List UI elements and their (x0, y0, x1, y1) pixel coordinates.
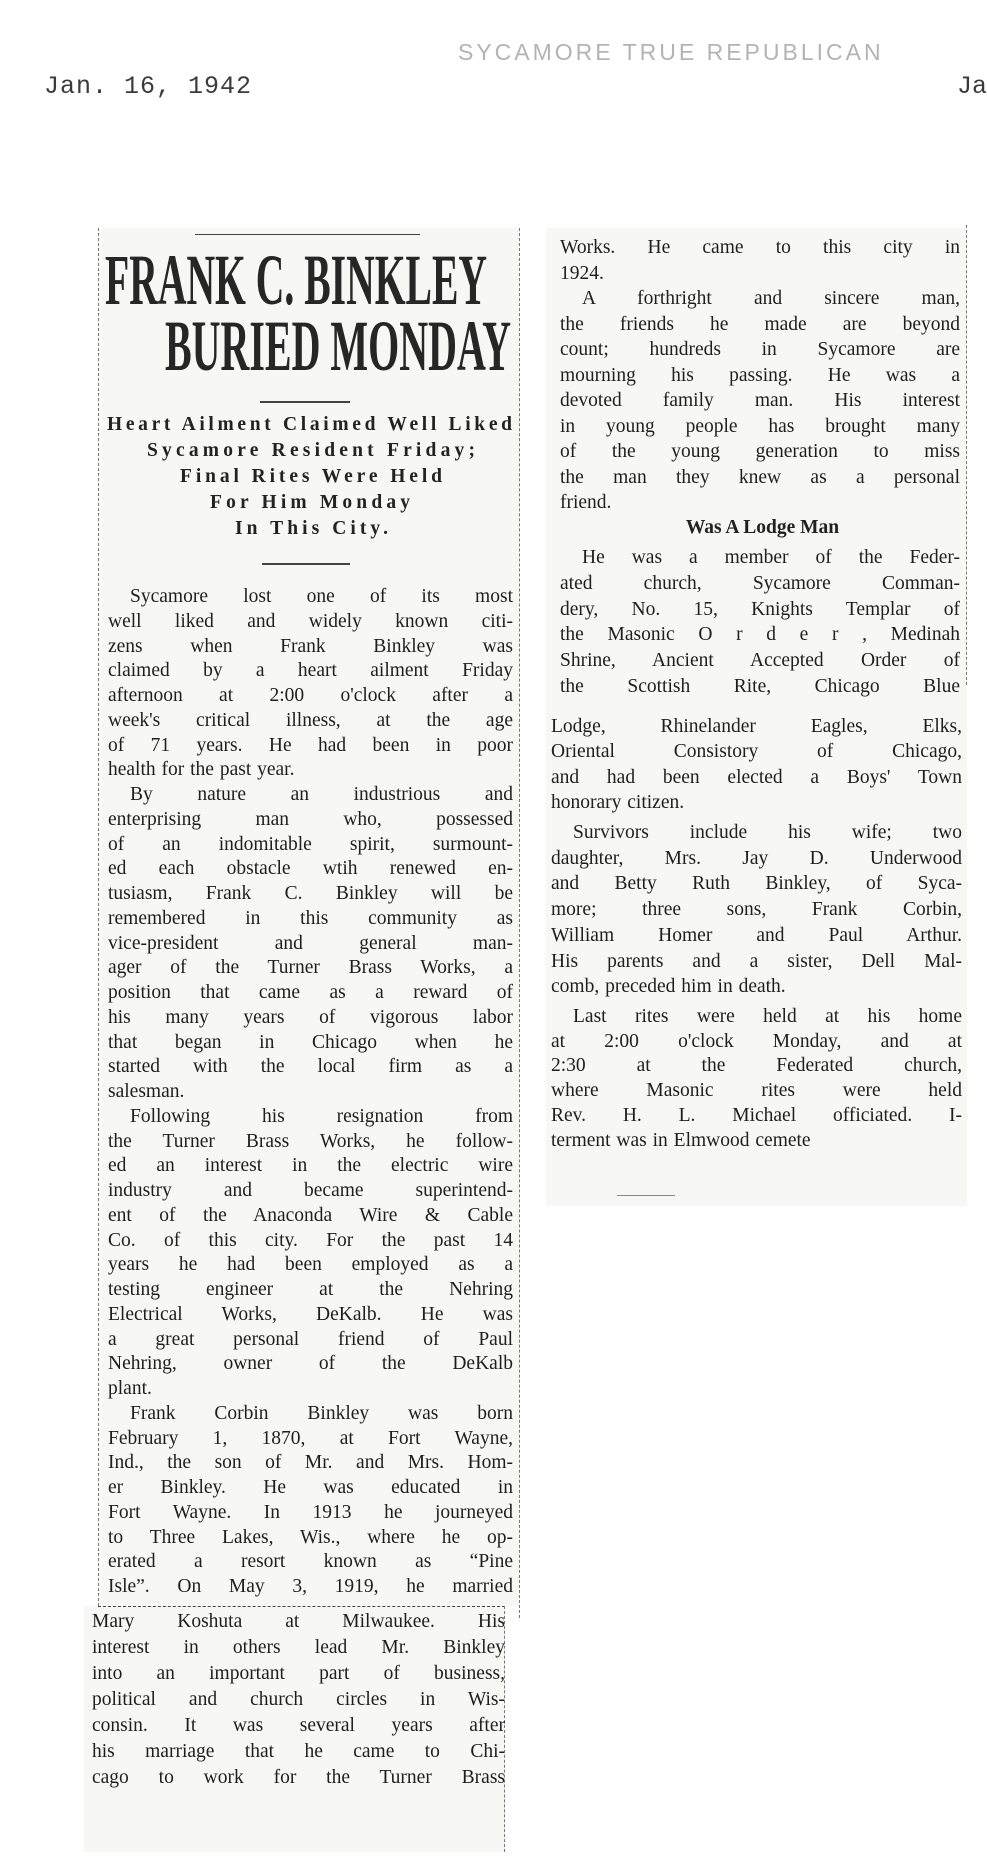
article-text-line: health for the past year. (108, 759, 295, 780)
headline-line-2 (163, 314, 515, 376)
article-text-line: daughter, Mrs. Jay D. Underwood (551, 848, 962, 869)
article-text-line: ager of the Turner Brass Works, a (108, 957, 513, 978)
article-text-line: Last rites were held at his home (573, 1006, 962, 1027)
article-text-line: his marriage that he came to Chi- (92, 1741, 505, 1762)
article-text-line: William Homer and Paul Arthur. (551, 925, 962, 946)
article-text-line: February 1, 1870, at Fort Wayne, (108, 1428, 513, 1449)
column-border (98, 228, 99, 1606)
article-text-line: Ind., the son of Mr. and Mrs. Hom- (108, 1452, 513, 1473)
date-stamp-fragment: Ja (957, 72, 987, 101)
article-text-line: in young people has brought many (560, 416, 960, 437)
article-text-line: Shrine, Ancient Accepted Order of (560, 650, 960, 671)
subheadline-line-text: In This City. (235, 518, 388, 539)
article-text-line: Following his resignation from (130, 1106, 513, 1127)
article-text-line: position that came as a reward of (108, 982, 513, 1003)
article-text-line: 1924. (560, 263, 604, 284)
article-text-line: at 2:00 o'clock Monday, and at (551, 1031, 962, 1052)
headline-line-2-text: BURIED MONDAY (165, 314, 511, 376)
subheadline-line-text: For Him Monday (210, 492, 410, 513)
article-text-line: interest in others lead Mr. Binkley (92, 1637, 505, 1658)
article-text-line: devoted family man. His interest (560, 390, 960, 411)
article-text-line: honorary citizen. (551, 792, 685, 813)
article-text-line: the Scottish Rite, Chicago Blue (560, 676, 960, 697)
article-text-line: count; hundreds in Sycamore are (560, 339, 960, 360)
article-text-line: Survivors include his wife; two (573, 822, 962, 843)
article-text-line: well liked and widely known citi- (108, 611, 513, 632)
article-text-line: his many years of vigorous labor (108, 1007, 513, 1028)
article-text-line: Mary Koshuta at Milwaukee. His (92, 1611, 505, 1632)
article-text-line: 2:30 at the Federated church, (551, 1055, 962, 1076)
subheadline-line (105, 412, 515, 436)
article-text-line: and had been elected a Boys' Town (551, 767, 962, 788)
article-text-line: er Binkley. He was educated in (108, 1477, 513, 1498)
article-text-line: dery, No. 15, Knights Templar of (560, 599, 960, 620)
article-text-line: the friends he made are beyond (560, 314, 960, 335)
article-text-line: that began in Chicago when he (108, 1032, 513, 1053)
article-text-line: of 71 years. He had been in poor (108, 735, 513, 756)
column-border (519, 228, 520, 1618)
article-text-line: plant. (108, 1378, 152, 1399)
article-text-line: By nature an industrious and (130, 784, 513, 805)
end-rule (617, 1195, 675, 1196)
article-text-line: Works. He came to this city in (560, 237, 960, 258)
article-text-line: ent of the Anaconda Wire & Cable (108, 1205, 513, 1226)
article-text-line: Lodge, Rhinelander Eagles, Elks, (551, 716, 962, 737)
article-text-line: His parents and a sister, Dell Mal- (551, 951, 962, 972)
article-text-line: ed an interest in the electric wire (108, 1155, 513, 1176)
article-text-line: Isle”. On May 3, 1919, he married (108, 1576, 513, 1597)
column-border (966, 225, 967, 685)
article-text-line: Sycamore lost one of its most (130, 586, 513, 607)
article-text-line: friend. (560, 492, 612, 513)
article-text-line: cago to work for the Turner Brass (92, 1767, 505, 1788)
article-text-line: salesman. (108, 1081, 185, 1102)
article-text-line: zens when Frank Binkley was (108, 636, 513, 657)
article-text-line: Oriental Consistory of Chicago, (551, 741, 962, 762)
article-text-line: where Masonic rites were held (551, 1080, 962, 1101)
article-text-line: the man they knew as a personal (560, 467, 960, 488)
article-text-line: testing engineer at the Nehring (108, 1279, 513, 1300)
article-text-line: more; three sons, Frank Corbin, (551, 899, 962, 920)
date-stamp: Jan. 16, 1942 (44, 72, 253, 101)
subheadline-line-text: Sycamore Resident Friday; (147, 440, 475, 461)
article-text-line: the Turner Brass Works, he follow- (108, 1131, 513, 1152)
article-text-line: of an indomitable spirit, surmount- (108, 834, 513, 855)
article-text-line: ated church, Sycamore Comman- (560, 573, 960, 594)
article-text-line: vice-president and general man- (108, 933, 513, 954)
article-text-line: a great personal friend of Paul (108, 1329, 513, 1350)
article-text-line: the Masonic O r d e r , Medinah (560, 624, 960, 645)
article-text-line: claimed by a heart ailment Friday (108, 660, 513, 681)
article-text-line: comb, preceded him in death. (551, 976, 786, 997)
article-text-line: of the young generation to miss (560, 441, 960, 462)
article-text-line: enterprising man who, possessed (108, 809, 513, 830)
article-text-line: mourning his passing. He was a (560, 365, 960, 386)
article-text-line: erated a resort known as “Pine (108, 1551, 513, 1572)
article-text-line: A forthright and sincere man, (582, 288, 960, 309)
article-text-line: Rev. H. L. Michael officiated. I- (551, 1105, 962, 1126)
article-text-line: week's critical illness, at the age (108, 710, 513, 731)
article-text-line: years he had been employed as a (108, 1254, 513, 1275)
article-text-line: remembered in this community as (108, 908, 513, 929)
article-text-line: started with the local firm as a (108, 1056, 513, 1077)
article-text-line: Electrical Works, DeKalb. He was (108, 1304, 513, 1325)
subheadline-line (233, 516, 392, 540)
article-text-line: Frank Corbin Binkley was born (130, 1403, 513, 1424)
article-text-line: industry and became superintend- (108, 1180, 513, 1201)
article-text-line: ed each obstacle wtih renewed en- (108, 858, 513, 879)
subheadline-line (178, 464, 446, 488)
article-text-line: afternoon at 2:00 o'clock after a (108, 685, 513, 706)
article-text-line: Fort Wayne. In 1913 he journeyed (108, 1502, 513, 1523)
publication-stamp: SYCAMORE TRUE REPUBLICAN (458, 39, 884, 65)
headline-top-rule (195, 234, 420, 235)
article-text-line: tusiasm, Frank C. Binkley will be (108, 883, 513, 904)
article-text-line: and Betty Ruth Binkley, of Syca- (551, 873, 962, 894)
article-text-line: consin. It was several years after (92, 1715, 505, 1736)
article-text-line: terment was in Elmwood cemete (551, 1130, 811, 1151)
headline-line-1 (103, 248, 491, 310)
article-text-line: Co. of this city. For the past 14 (108, 1230, 513, 1251)
article-text-line: Nehring, owner of the DeKalb (108, 1353, 513, 1374)
headline-line-1-text: FRANK C. BINKLEY (105, 248, 488, 310)
column-rule (98, 1606, 505, 1607)
subhead-rule (262, 563, 350, 565)
article-text-line: to Three Lakes, Wis., where he op- (108, 1527, 513, 1548)
subheadline-line (145, 438, 479, 462)
article-text-line: into an important part of business, (92, 1663, 505, 1684)
article-text-line: He was a member of the Feder- (582, 547, 960, 568)
article-text-line: political and church circles in Wis- (92, 1689, 505, 1710)
headline-rule (260, 401, 350, 403)
subheadline-line-text: Heart Ailment Claimed Well Liked (107, 414, 513, 435)
subheadline-line (208, 490, 414, 514)
subheadline-line-text: Final Rites Were Held (180, 466, 442, 487)
section-heading: Was A Lodge Man (685, 517, 840, 538)
